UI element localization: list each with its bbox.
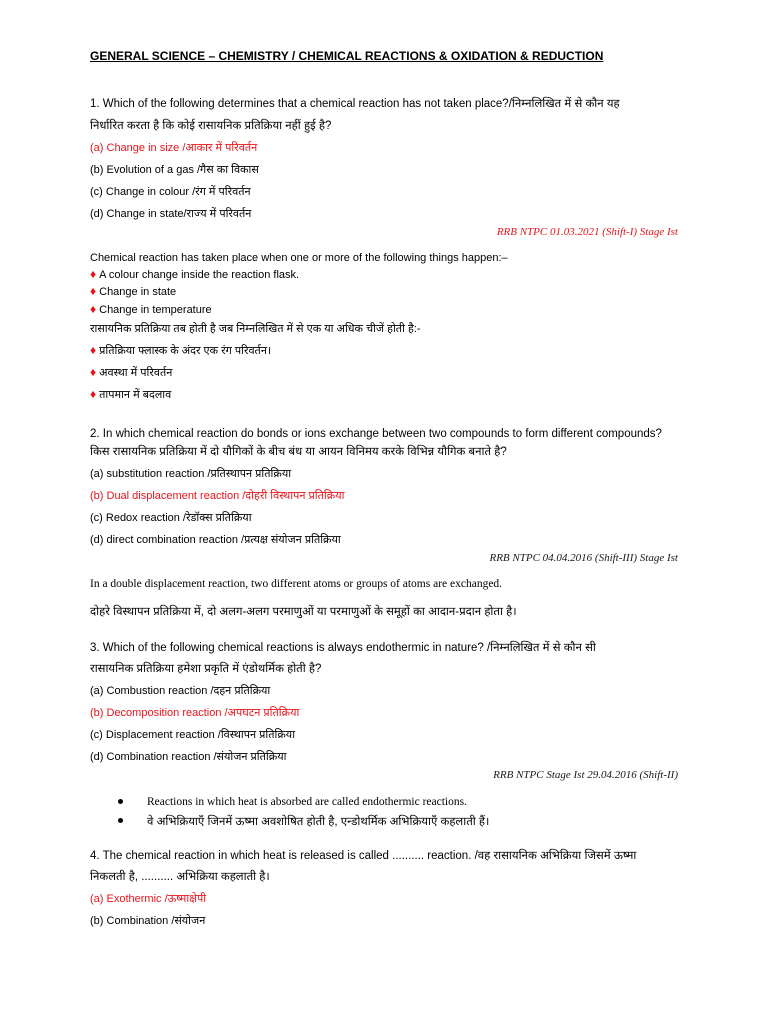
black-dot-icon — [118, 818, 123, 823]
q2-source: RRB NTPC 04.04.2016 (Shift-III) Stage Ist — [489, 552, 678, 564]
question-2-line-1: 2. In which chemical reaction do bonds or ions exchange between two compounds to form different compounds? — [90, 428, 662, 440]
q2-explanation-hindi: दोहरे विस्थापन प्रतिक्रिया में, दो अलग-अलग परमाणुओं या परमाणुओं के समूहों का आदान-प्रदान होता है। — [90, 606, 517, 618]
question-1-line-2: निर्धारित करता है कि कोई रासायनिक प्रतिक्रिया नहीं हुई है? — [90, 120, 332, 132]
red-diamond-icon: ♦ — [90, 267, 97, 281]
q1-explanation-point-hindi: ♦ अवस्था में परिवर्तन — [90, 365, 173, 379]
question-3-line-1: 3. Which of the following chemical reactions is always endothermic in nature? /निम्नलिखित में से कौन सी — [90, 642, 596, 654]
question-2-line-2: किस रासायनिक प्रतिक्रिया में दो यौगिकों के बीच बंध या आयन विनिमय करके विभिन्न यौगिक बनाते है? — [90, 446, 507, 458]
red-diamond-icon: ♦ — [90, 284, 97, 298]
q1-explanation-intro: Chemical reaction has taken place when one or more of the following things happen:– — [90, 252, 508, 264]
q1-explanation-intro-hindi: रासायनिक प्रतिक्रिया तब होती है जब निम्नलिखित में से एक या अधिक चीजें होती है:- — [90, 323, 421, 335]
q2-option-c: (c) Redox reaction /रेडॉक्स प्रतिक्रिया — [90, 512, 252, 524]
q1-explanation-point-hindi: ♦ प्रतिक्रिया फ्लास्क के अंदर एक रंग परिवर्तन। — [90, 343, 272, 357]
q3-option-a: (a) Combustion reaction /दहन प्रतिक्रिया — [90, 685, 271, 697]
q2-explanation: In a double displacement reaction, two different atoms or groups of atoms are exchanged. — [90, 578, 503, 590]
q1-option-d: (d) Change in state/राज्य में परिवर्तन — [90, 208, 252, 220]
q3-option-d: (d) Combination reaction /संयोजन प्रतिक्रिया — [90, 751, 287, 763]
q1-option-c: (c) Change in colour /रंग में परिवर्तन — [90, 186, 251, 198]
question-1-line-1: 1. Which of the following determines that a chemical reaction has not taken place?/निम्नलिखित में से कौन यह — [90, 98, 620, 110]
red-diamond-icon: ♦ — [90, 343, 97, 357]
q1-option-b: (b) Evolution of a gas /गैस का विकास — [90, 164, 259, 176]
q3-bullet: वे अभिक्रियाएँ जिनमें ऊष्मा अवशोषित होती है, एन्डोथर्मिक अभिक्रियाएँ कहलाती हैं। — [118, 814, 682, 830]
page-title: GENERAL SCIENCE – CHEMISTRY / CHEMICAL REACTIONS & OXIDATION & REDUCTION — [90, 49, 604, 63]
question-4-line-1: 4. The chemical reaction in which heat is released is called .......... reaction. /वह रासायनिक अभिक्रिया जिसमें ऊष्मा — [90, 850, 637, 862]
q2-option-a: (a) substitution reaction /प्रतिस्थापन प्रतिक्रिया — [90, 468, 292, 480]
question-3-line-2: रासायनिक प्रतिक्रिया हमेशा प्रकृति में एंडोथर्मिक होती है? — [90, 663, 322, 675]
q3-source: RRB NTPC Stage Ist 29.04.2016 (Shift-II) — [493, 769, 678, 781]
q1-explanation-point: ♦ Change in state — [90, 284, 177, 298]
q4-option-b: (b) Combination /संयोजन — [90, 915, 206, 927]
q2-option-b-correct: (b) Dual displacement reaction /दोहरी विस्थापन प्रतिक्रिया — [90, 490, 345, 502]
q1-explanation-point: ♦ Change in temperature — [90, 302, 212, 316]
question-4-line-2: निकलती है, .......... अभिक्रिया कहलाती है। — [90, 871, 270, 883]
red-diamond-icon: ♦ — [90, 387, 97, 401]
q1-explanation-point-hindi: ♦ तापमान में बदलाव — [90, 387, 172, 401]
q4-option-a-correct: (a) Exothermic /ऊष्माक्षेपी — [90, 893, 207, 905]
q3-option-c: (c) Displacement reaction /विस्थापन प्रतिक्रिया — [90, 729, 296, 741]
q2-option-d: (d) direct combination reaction /प्रत्यक्ष संयोजन प्रतिक्रिया — [90, 534, 341, 546]
red-diamond-icon: ♦ — [90, 302, 97, 316]
q1-source: RRB NTPC 01.03.2021 (Shift-I) Stage Ist — [496, 226, 678, 238]
q3-option-b-correct: (b) Decomposition reaction /अपघटन प्रतिक्रिया — [90, 707, 300, 719]
black-dot-icon — [118, 799, 123, 804]
q3-bullet: Reactions in which heat is absorbed are called endothermic reactions. — [118, 794, 682, 810]
q1-explanation-point: ♦ A colour change inside the reaction flask. — [90, 267, 300, 281]
red-diamond-icon: ♦ — [90, 365, 97, 379]
q1-option-a-correct: (a) Change in size /आकार में परिवर्तन — [90, 142, 258, 154]
